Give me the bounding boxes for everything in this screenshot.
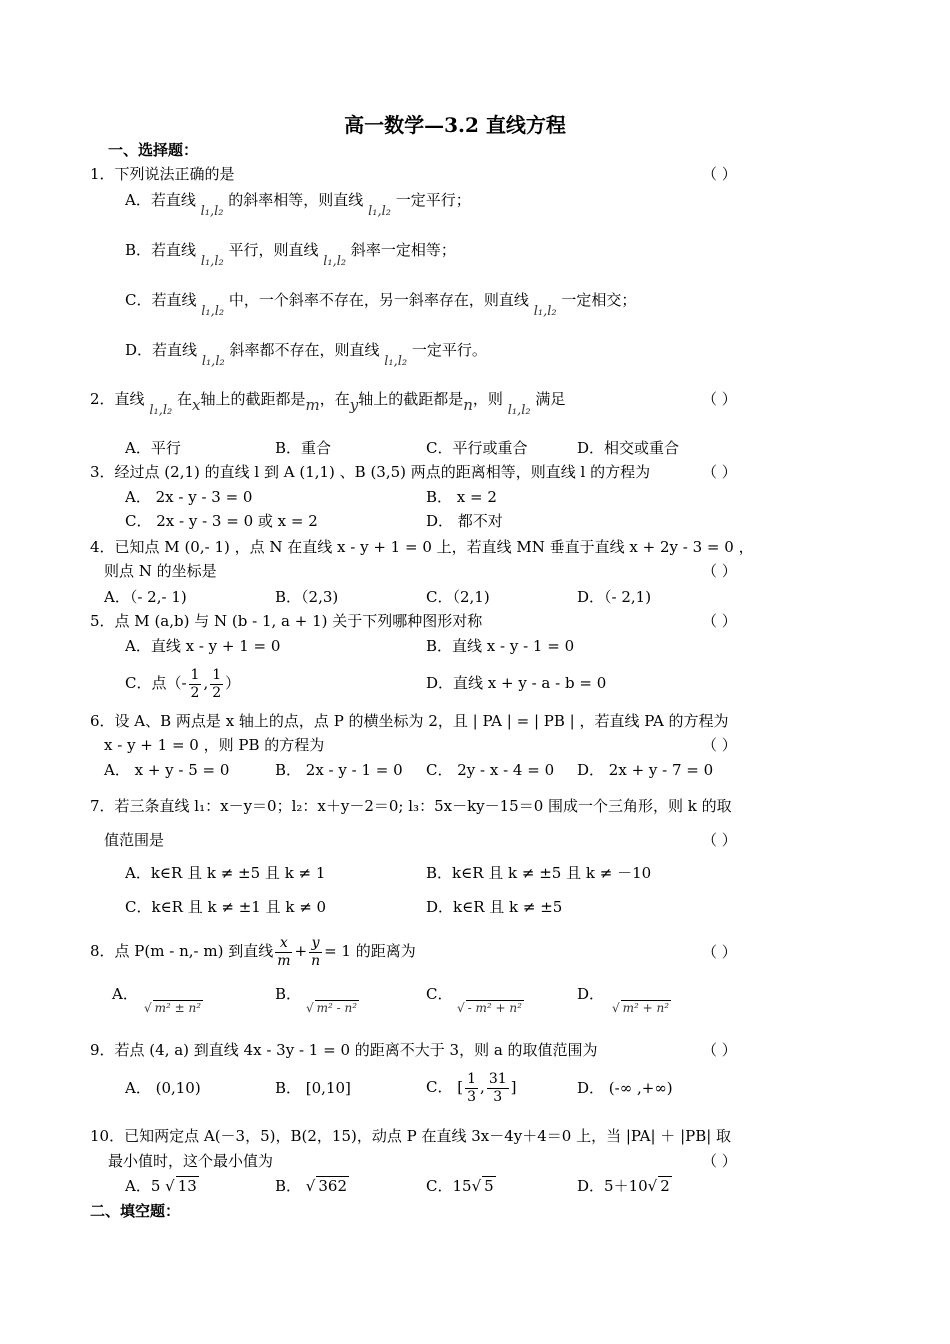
q4-option-b: B．（2,3) — [275, 588, 339, 606]
q7-option-c: C．k∈R 且 k ≠ ±1 且 k ≠ 0 — [125, 898, 327, 916]
q9-fraction-2: $\frac{31}{3}$ — [488, 1070, 507, 1105]
q6-stem-line2: x - y + 1 = 0 ，则 PB 的方程为 — [104, 736, 325, 754]
q8-option-c-label: C． — [426, 985, 453, 1003]
q2-option-d: D．相交或重合 — [577, 439, 680, 457]
q5-fraction-1: $\frac{1}{2}$ — [190, 666, 200, 701]
q8-fraction-x-m: $\frac{x}{m}$ — [277, 934, 291, 969]
q3-answer-paren: （ ） — [702, 463, 737, 481]
q8-option-a-value: √ m² ± n² — [144, 1001, 202, 1015]
q8-option-d-value: √ m² + n² — [612, 1001, 670, 1015]
q5-option-a: A．直线 x - y + 1 = 0 — [125, 637, 281, 655]
q9-option-b: B． [0,10] — [275, 1079, 351, 1097]
q2-option-b: B．重合 — [275, 439, 332, 457]
q8-option-c-value: √ - m² + n² — [457, 1001, 522, 1015]
q5-option-d: D．直线 x + y - a - b = 0 — [426, 674, 607, 692]
q10-option-a: A．5 √ 13 — [125, 1177, 197, 1195]
q1-option-d: D．若直线 l₁,l₂ 斜率都不存在，则直线 l₁,l₂ 一定平行。 — [125, 341, 487, 369]
q10-option-d: D．5＋10√ 2 — [577, 1177, 670, 1195]
q4-stem-line1: 4．已知点 M (0,- 1) ，点 N 在直线 x - y + 1 = 0 上，若直线 MN 垂直于直线 x + 2y - 3 = 0 ， — [90, 538, 754, 556]
q8-option-d-label: D． — [577, 985, 605, 1003]
q5-stem: 5．点 M (a,b) 与 N (b - 1, a + 1) 关于下列哪种图形对称 — [90, 612, 483, 630]
q6-option-c: C． 2y - x - 4 = 0 — [426, 761, 555, 779]
q6-stem-line1: 6．设 A、B 两点是 x 轴上的点，点 P 的横坐标为 2，且 | PA | = | PB | ，若直线 PA 的方程为 — [90, 712, 729, 730]
q9-option-a: A． (0,10) — [125, 1079, 201, 1097]
q4-option-d: D．（- 2,1) — [577, 588, 652, 606]
q3-stem: 3．经过点 (2,1) 的直线 l 到 A (1,1) 、B (3,5) 两点的距离相等，则直线 l 的方程为 — [90, 463, 651, 481]
q2-answer-paren: （ ） — [702, 390, 737, 408]
q6-answer-paren: （ ） — [702, 736, 737, 754]
q6-option-a: A． x + y - 5 = 0 — [104, 761, 230, 779]
q7-stem-line1: 7．若三条直线 l₁：x－y＝0；l₂：x＋y－2＝0; l₃：5x－ky－15＝0 围成一个三角形，则 k 的取 — [90, 797, 732, 815]
q3-option-a: A． 2x - y - 3 = 0 — [125, 488, 253, 506]
q2-option-c: C．平行或重合 — [426, 439, 528, 457]
q1-stem: 1．下列说法正确的是 — [90, 165, 235, 183]
q8-answer-paren: （ ） — [702, 943, 737, 961]
q8-option-b-label: B． — [275, 985, 302, 1003]
q7-stem-line2: 值范围是 — [104, 831, 165, 849]
q6-option-d: D． 2x + y - 7 = 0 — [577, 761, 714, 779]
q9-option-d: D． (-∞ ,+∞) — [577, 1079, 673, 1097]
q1-option-b: B．若直线 l₁,l₂ 平行，则直线 l₁,l₂ 斜率一定相等； — [125, 241, 456, 269]
q7-option-d: D．k∈R 且 k ≠ ±5 — [426, 898, 563, 916]
q1-lines-label: l₁,l₂ — [200, 204, 224, 219]
q7-option-b: B．k∈R 且 k ≠ ±5 且 k ≠ －10 — [426, 864, 652, 882]
q4-option-a: A．（- 2,- 1) — [104, 588, 187, 606]
q10-answer-paren: （ ） — [702, 1152, 737, 1170]
q1-answer-paren: （ ） — [702, 165, 737, 183]
q2-option-a: A．平行 — [125, 439, 181, 457]
q10-stem-line2: 最小值时，这个最小值为 — [108, 1152, 274, 1170]
q4-stem-line2: 则点 N 的坐标是 — [104, 562, 217, 580]
section-fill-in: 二、填空题： — [90, 1202, 181, 1220]
q5-option-b: B．直线 x - y - 1 = 0 — [426, 637, 575, 655]
q5-answer-paren: （ ） — [702, 612, 737, 630]
q5-fraction-2: $\frac{1}{2}$ — [212, 666, 222, 701]
q9-stem: 9．若点 (4, a) 到直线 4x - 3y - 1 = 0 的距离不大于 3，则 a 的取值范围为 — [90, 1041, 598, 1059]
q10-option-b: B． √ 362 — [275, 1177, 347, 1195]
section-multiple-choice: 一、选择题： — [108, 141, 199, 159]
q7-option-a: A．k∈R 且 k ≠ ±5 且 k ≠ 1 — [125, 864, 326, 882]
q10-stem-line1: 10．已知两定点 A(－3，5)，B(2，15)，动点 P 在直线 3x－4y＋4＝0 上，当 |PA| ＋ |PB| 取 — [90, 1127, 732, 1145]
q3-option-c: C． 2x - y - 3 = 0 或 x = 2 — [125, 512, 318, 530]
q9-fraction-1: $\frac{1}{3}$ — [467, 1070, 477, 1105]
q7-answer-paren: （ ） — [702, 831, 737, 849]
q8-stem: 8．点 P(m - n,- m) 到直线 $\frac{x}{m}$ + $\frac{y}{n}$ = 1 的距离为 — [90, 934, 416, 969]
page-title: 高一数学—3.2 直线方程 — [344, 113, 566, 137]
q2-stem: 2．直线 l₁,l₂ 在x轴上的截距都是m，在y轴上的截距都是n，则 l₁,l₂ 满足 — [90, 390, 566, 418]
q8-fraction-y-n: $\frac{y}{n}$ — [311, 934, 321, 969]
q8-option-a-label: A． — [112, 985, 138, 1003]
q1-option-a: A．若直线 l₁,l₂ 的斜率相等，则直线 l₁,l₂ 一定平行； — [125, 191, 471, 219]
q4-answer-paren: （ ） — [702, 562, 737, 580]
q10-option-c: C．15√ 5 — [426, 1177, 494, 1195]
q5-option-c: C．点（- $\frac{1}{2}$ , $\frac{1}{2}$ ） — [125, 666, 241, 701]
q8-option-b-value: √ m² - n² — [306, 1001, 358, 1015]
q9-answer-paren: （ ） — [702, 1041, 737, 1059]
q4-option-c: C．（2,1) — [426, 588, 490, 606]
q1-option-c: C．若直线 l₁,l₂ 中，一个斜率不存在，另一斜率存在，则直线 l₁,l₂ 一定相交； — [125, 291, 637, 319]
q9-option-c: C． [ $\frac{1}{3}$ , $\frac{31}{3}$ ] — [426, 1070, 517, 1105]
q3-option-d: D． 都不对 — [426, 512, 503, 530]
q6-option-b: B． 2x - y - 1 = 0 — [275, 761, 403, 779]
q3-option-b: B． x = 2 — [426, 488, 497, 506]
